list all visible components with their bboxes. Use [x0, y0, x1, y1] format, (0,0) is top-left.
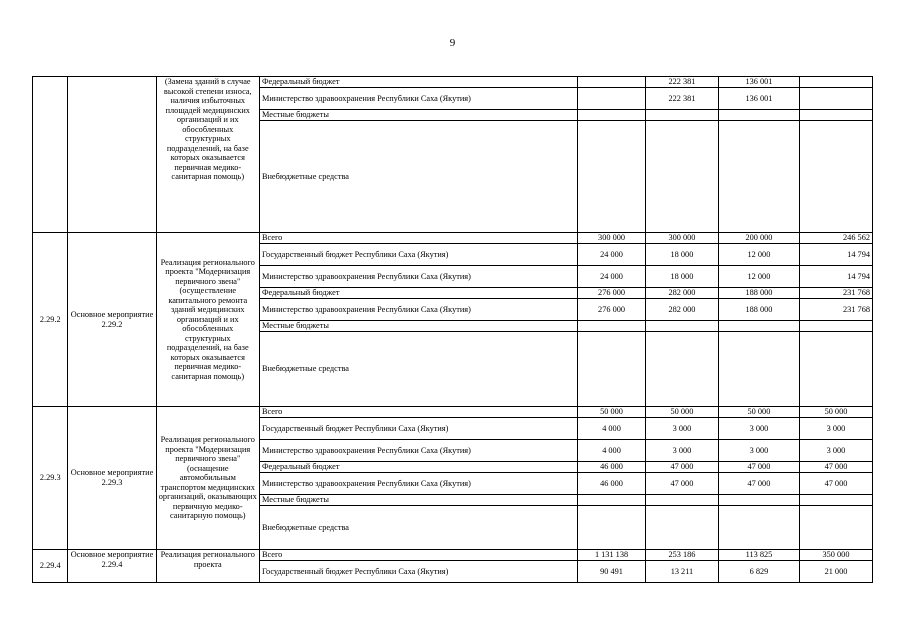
funding-source: Внебюджетные средства [259, 506, 577, 550]
amount-cell: 350 000 [799, 550, 872, 561]
amount-cell: 21 000 [799, 561, 872, 583]
funding-source: Министерство здравоохранения Республики Саха (Якутия) [259, 299, 577, 321]
funding-table [32, 76, 873, 583]
amount-cell: 6 829 [718, 561, 799, 583]
funding-source: Местные бюджеты [259, 321, 577, 332]
funding-source: Государственный бюджет Республики Саха (Якутия) [259, 561, 577, 583]
amount-cell: 13 211 [645, 561, 718, 583]
amount-cell [645, 332, 718, 407]
amount-cell: 47 000 [645, 462, 718, 473]
funding-source: Внебюджетные средства [259, 121, 577, 233]
event-number [33, 77, 68, 233]
event-title: Основное мероприятие 2.29.4 [68, 550, 156, 583]
amount-cell [718, 321, 799, 332]
amount-cell: 50 000 [578, 407, 646, 418]
amount-cell [645, 121, 718, 233]
amount-cell: 3 000 [718, 418, 799, 440]
event-title [68, 77, 156, 233]
event-number: 2.29.2 [33, 233, 68, 407]
amount-cell [718, 110, 799, 121]
amount-cell: 200 000 [718, 233, 799, 244]
amount-cell: 113 825 [718, 550, 799, 561]
event-number: 2.29.4 [33, 550, 68, 583]
amount-cell [578, 495, 646, 506]
amount-cell: 12 000 [718, 244, 799, 266]
event-description: Реализация регионального проекта "Модернизация первичного звена" (оснащение автомобильным транспортом медицинских организаций, оказывающих первичную медико-санитарную помощь) [156, 407, 259, 550]
funding-source: Государственный бюджет Республики Саха (Якутия) [259, 244, 577, 266]
amount-cell: 231 768 [799, 299, 872, 321]
table-row [33, 77, 873, 88]
event-title: Основное мероприятие 2.29.2 [68, 233, 156, 407]
amount-cell: 14 794 [799, 266, 872, 288]
funding-source: Местные бюджеты [259, 495, 577, 506]
amount-cell [578, 321, 646, 332]
amount-cell: 3 000 [799, 418, 872, 440]
amount-cell: 300 000 [578, 233, 646, 244]
table-row [33, 550, 873, 561]
amount-cell: 188 000 [718, 288, 799, 299]
amount-cell: 4 000 [578, 440, 646, 462]
amount-cell: 24 000 [578, 244, 646, 266]
table-row [33, 407, 873, 418]
amount-cell: 3 000 [645, 418, 718, 440]
amount-cell: 276 000 [578, 299, 646, 321]
amount-cell: 50 000 [645, 407, 718, 418]
funding-source: Государственный бюджет Республики Саха (Якутия) [259, 418, 577, 440]
table-row [33, 233, 873, 244]
amount-cell [578, 77, 646, 88]
amount-cell [799, 321, 872, 332]
funding-source: Федеральный бюджет [259, 288, 577, 299]
event-number: 2.29.3 [33, 407, 68, 550]
amount-cell: 222 381 [645, 77, 718, 88]
event-description: (Замена зданий в случае высокой степени износа, наличия избыточных площадей медицинских организаций и их обособленных структурных подразделений, на базе которых оказывается первичная медико-санитарная помощь) [156, 77, 259, 233]
amount-cell: 47 000 [799, 473, 872, 495]
amount-cell: 46 000 [578, 473, 646, 495]
amount-cell: 3 000 [645, 440, 718, 462]
amount-cell: 47 000 [718, 473, 799, 495]
amount-cell: 47 000 [799, 462, 872, 473]
amount-cell [799, 121, 872, 233]
amount-cell [578, 506, 646, 550]
funding-source: Всего [259, 407, 577, 418]
amount-cell [799, 110, 872, 121]
amount-cell: 18 000 [645, 266, 718, 288]
amount-cell: 3 000 [799, 440, 872, 462]
amount-cell [718, 495, 799, 506]
amount-cell [718, 506, 799, 550]
amount-cell [578, 332, 646, 407]
amount-cell [718, 121, 799, 233]
amount-cell [645, 495, 718, 506]
amount-cell: 222 381 [645, 88, 718, 110]
amount-cell: 14 794 [799, 244, 872, 266]
amount-cell: 4 000 [578, 418, 646, 440]
event-description: Реализация регионального проекта [156, 550, 259, 583]
amount-cell: 188 000 [718, 299, 799, 321]
amount-cell: 12 000 [718, 266, 799, 288]
amount-cell: 282 000 [645, 288, 718, 299]
amount-cell: 24 000 [578, 266, 646, 288]
amount-cell [718, 332, 799, 407]
amount-cell: 276 000 [578, 288, 646, 299]
amount-cell: 231 768 [799, 288, 872, 299]
funding-source: Министерство здравоохранения Республики Саха (Якутия) [259, 88, 577, 110]
amount-cell [645, 110, 718, 121]
funding-source: Всего [259, 550, 577, 561]
amount-cell [799, 77, 872, 88]
funding-source: Внебюджетные средства [259, 332, 577, 407]
amount-cell: 47 000 [718, 462, 799, 473]
funding-source: Местные бюджеты [259, 110, 577, 121]
amount-cell [799, 506, 872, 550]
amount-cell: 300 000 [645, 233, 718, 244]
page-number: 9 [449, 37, 456, 49]
amount-cell: 50 000 [718, 407, 799, 418]
amount-cell: 18 000 [645, 244, 718, 266]
amount-cell [645, 321, 718, 332]
amount-cell [799, 495, 872, 506]
amount-cell: 50 000 [799, 407, 872, 418]
amount-cell: 3 000 [718, 440, 799, 462]
amount-cell [799, 88, 872, 110]
funding-source: Министерство здравоохранения Республики Саха (Якутия) [259, 473, 577, 495]
event-title: Основное мероприятие 2.29.3 [68, 407, 156, 550]
amount-cell: 46 000 [578, 462, 646, 473]
amount-cell: 47 000 [645, 473, 718, 495]
amount-cell [578, 88, 646, 110]
amount-cell: 136 001 [718, 77, 799, 88]
amount-cell: 282 000 [645, 299, 718, 321]
amount-cell: 1 131 138 [578, 550, 646, 561]
amount-cell: 136 001 [718, 88, 799, 110]
funding-source: Федеральный бюджет [259, 77, 577, 88]
funding-source: Министерство здравоохранения Республики Саха (Якутия) [259, 266, 577, 288]
amount-cell [645, 506, 718, 550]
funding-source: Министерство здравоохранения Республики Саха (Якутия) [259, 440, 577, 462]
funding-source: Всего [259, 233, 577, 244]
amount-cell [799, 332, 872, 407]
amount-cell: 90 491 [578, 561, 646, 583]
amount-cell: 253 186 [645, 550, 718, 561]
event-description: Реализация регионального проекта "Модернизация первичного звена" (осуществление капитального ремонта зданий медицинских организаций и их обособленных структурных подразделений, на базе которых оказывается первичная медико-санитарная помощь) [156, 233, 259, 407]
funding-source: Федеральный бюджет [259, 462, 577, 473]
amount-cell [578, 121, 646, 233]
amount-cell [578, 110, 646, 121]
amount-cell: 246 562 [799, 233, 872, 244]
